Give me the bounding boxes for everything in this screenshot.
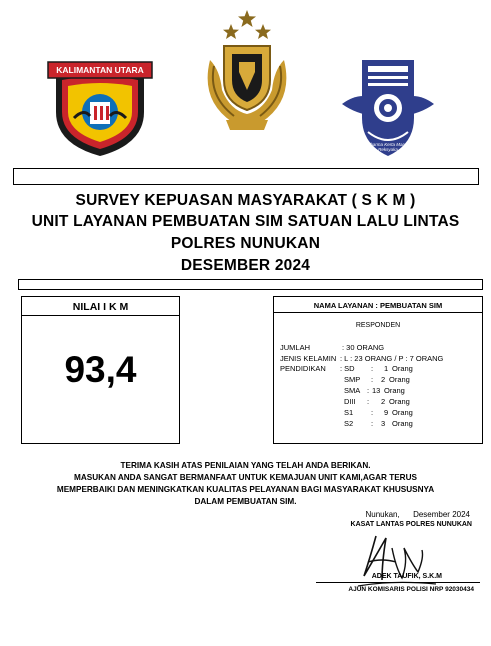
pendidikan-count: 3 <box>381 419 386 428</box>
signature-underline <box>316 582 480 583</box>
jenis-kelamin-label: JENIS KELAMIN <box>280 354 337 363</box>
page-subtitle: UNIT LAYANAN PEMBUATAN SIM SATUAN LALU LINTAS <box>31 213 460 230</box>
pendidikan-sep: : <box>367 386 370 395</box>
ikm-value: 93,4 <box>64 349 137 390</box>
kalimantan-utara-logo <box>46 52 154 160</box>
pendidikan-count: 1 <box>384 364 389 373</box>
thanks-line: TERIMA KASIH ATAS PENILAIAN YANG TELAH ANDA BERIKAN. <box>120 461 371 470</box>
pendidikan-sep: : <box>371 375 374 384</box>
layanan-label-underline <box>274 312 482 313</box>
pendidikan-label: PENDIDIKAN <box>280 364 326 373</box>
korlantas-logo <box>338 56 438 160</box>
pendidikan-count: 9 <box>384 408 389 417</box>
signatory-rank: AJUN KOMISARIS POLISI NRP 92030434 <box>348 586 474 593</box>
pendidikan-unit: Orang <box>392 364 413 373</box>
logo-banner-text: KALIMANTAN UTARA <box>56 65 144 75</box>
ikm-label: NILAI I K M <box>72 301 129 313</box>
pendidikan-unit: Orang <box>384 386 405 395</box>
pendidikan-sep: : <box>371 408 374 417</box>
pendidikan-unit: Orang <box>389 375 410 384</box>
layanan-box <box>273 296 483 444</box>
pendidikan-sep: : <box>371 419 374 428</box>
header-divider-bar <box>13 168 479 185</box>
pendidikan-count: 2 <box>381 375 386 384</box>
pendidikan-level: SMP <box>344 375 361 384</box>
pendidikan-count: 13 <box>372 386 381 395</box>
jenis-kelamin-value: : L : 23 ORANG / P : 7 ORANG <box>340 354 444 363</box>
period: DESEMBER 2024 <box>180 257 311 274</box>
pendidikan-level: S2 <box>344 419 354 428</box>
pendidikan-unit: Orang <box>392 419 413 428</box>
pendidikan-sep: : <box>371 364 374 373</box>
logo-caption: Dharma Kerta Marga Reksyaka <box>366 142 410 152</box>
unit-name: POLRES NUNUKAN <box>170 235 321 252</box>
page-title: SURVEY KEPUASAN MASYARAKAT ( S K M ) <box>75 192 416 209</box>
pendidikan-level: DIII <box>344 397 356 406</box>
ikm-box <box>21 296 180 444</box>
jumlah-value: : 30 ORANG <box>342 343 385 352</box>
message-line: MEMPERBAIKI DAN MENINGKATKAN KUALITAS PELAYANAN BAGI MASYARAKAT KHUSUSNYA <box>56 485 435 494</box>
message-line: DALAM PEMBUATAN SIM. <box>194 497 297 506</box>
signature-place-date: Nunukan, Desember 2024 <box>365 510 470 519</box>
pendidikan-sep: : <box>367 397 370 406</box>
pendidikan-level: S1 <box>344 408 354 417</box>
jumlah-label: JUMLAH <box>280 343 311 352</box>
pendidikan-unit: Orang <box>392 408 413 417</box>
signature-position: KASAT LANTAS POLRES NUNUKAN <box>350 521 472 528</box>
message-line: MASUKAN ANDA SANGAT BERMANFAAT UNTUK KEMAJUAN UNIT KAMI,AGAR TERUS <box>74 473 417 482</box>
polri-emblem-logo <box>192 10 302 140</box>
layanan-label: NAMA LAYANAN : PEMBUATAN SIM <box>313 301 443 310</box>
responden-heading: RESPONDEN <box>355 322 401 329</box>
section-divider-bar <box>18 279 483 290</box>
pendidikan-level: SMA <box>344 386 361 395</box>
pendidikan-count: 2 <box>381 397 386 406</box>
signatory-name: ADEK TAUFIK, S.K.M <box>371 573 442 580</box>
pendidikan-unit: Orang <box>389 397 410 406</box>
pendidikan-level: : SD <box>340 364 355 373</box>
ikm-label-underline <box>22 315 179 316</box>
